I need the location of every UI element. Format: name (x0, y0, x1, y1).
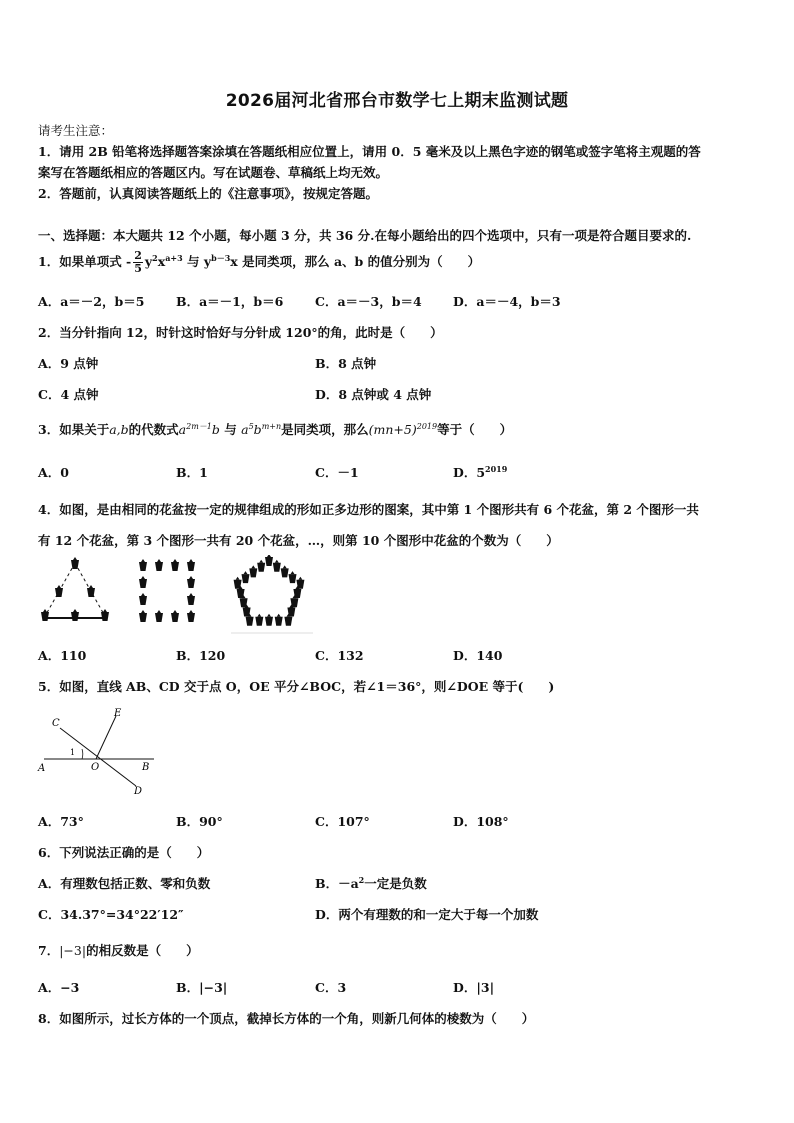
label-a: A (38, 763, 46, 774)
q4-option-d[interactable]: D．140 (453, 648, 503, 663)
q1-suffix: x 是同类项，那么 a、b 的值分别为（ ） (230, 254, 481, 269)
question-5: 5．如图，直线 AB、CD 交于点 O，OE 平分∠BOC，若∠1＝36°，则∠DOE 等于( ) (38, 679, 555, 694)
label-b: B (142, 762, 150, 773)
label-d: D (134, 786, 143, 797)
q1-sup-2: a+3 (165, 252, 183, 263)
q6-option-b-pre: B．－a (315, 876, 359, 891)
q1-option-b[interactable]: B．a＝－1，b＝6 (176, 294, 284, 309)
label-o: O (91, 762, 100, 773)
notice-item-2: 2．答题前，认真阅读答题纸上的《注意事项》，按规定答题。 (38, 186, 378, 201)
q3-text-5: 等于（ ） (437, 422, 513, 437)
q6-option-b-post: 一定是负数 (364, 876, 427, 891)
q6-option-b[interactable] (315, 874, 427, 892)
label-angle-1: 1 (70, 748, 76, 757)
q7-text: 的相反数是（ ） (86, 943, 199, 958)
figure-1-triangle (41, 557, 109, 621)
q2-option-c[interactable]: C．4 点钟 (38, 387, 99, 402)
q7-option-a[interactable]: A．−3 (38, 980, 80, 995)
q3-text-3: 与 (224, 422, 237, 437)
exam-title: 2026届河北省邢台市数学七上期末监测试题 (225, 91, 569, 111)
q2-option-a[interactable]: A．9 点钟 (38, 356, 99, 371)
intersecting-lines-figure (36, 704, 160, 800)
question-6: 6．下列说法正确的是（ ） (38, 845, 210, 860)
figure-2-square (139, 559, 195, 622)
q2-option-d[interactable]: D．8 点钟或 4 点钟 (315, 387, 432, 402)
q3-option-c[interactable]: C．－1 (315, 465, 359, 480)
q3-text-2: 的代数式 (128, 422, 179, 437)
q1-sup-1: 2 (152, 252, 158, 263)
q4-option-b[interactable]: B．120 (176, 648, 226, 663)
q1-frac-num: 2 (134, 249, 142, 262)
q3-option-d-sup: 2019 (485, 463, 508, 474)
label-c: C (52, 718, 60, 729)
question-1 (38, 250, 480, 275)
q3-text-1: 3．如果关于 (38, 422, 110, 437)
question-8: 8．如图所示，过长方体的一个顶点，截掉长方体的一个角，则新几何体的棱数为（ ） (38, 1011, 535, 1026)
question-3 (38, 420, 512, 438)
notice-item-1-line-1: 1．请用 2B 铅笔将选择题答案涂填在答题纸相应位置上，请用 0．5 毫米及以上黑色字迹的钢笔或签字笔将主观题的答 (38, 144, 701, 159)
q3-option-a[interactable]: A．0 (38, 465, 69, 480)
q3-expression: (mn+5) (368, 422, 417, 437)
q6-option-a[interactable]: A．有理数包括正数、零和负数 (38, 876, 211, 891)
section-1-heading: 一、选择题：本大题共 12 个小题，每小题 3 分，共 36 分.在每小题给出的四个选项中，只有一项是符合题目要求的. (38, 228, 692, 243)
q5-option-c[interactable]: C．107° (315, 814, 370, 829)
q3-vars: a,b (109, 422, 129, 437)
q7-option-d[interactable]: D．|3| (453, 980, 495, 995)
q5-option-a[interactable]: A．73° (38, 814, 84, 829)
q3-term-2-a: a (241, 422, 249, 437)
q7-option-c[interactable]: C．3 (315, 980, 347, 995)
q1-frac-den: 5 (134, 262, 142, 275)
q1-fraction (133, 250, 143, 275)
q4-option-a[interactable]: A．110 (38, 648, 87, 663)
q6-option-d[interactable]: D．两个有理数的和一定大于每一个加数 (315, 907, 539, 922)
q1-var-x: x (157, 254, 166, 269)
q3-expression-sup: 2019 (416, 421, 438, 431)
q7-option-b[interactable]: B．|−3| (176, 980, 228, 995)
q1-option-c[interactable]: C．a＝－3，b＝4 (315, 294, 422, 309)
q1-prefix: 1．如果单项式 - (38, 254, 132, 269)
q3-option-d[interactable] (453, 463, 507, 481)
q3-option-b[interactable]: B．1 (176, 465, 208, 480)
q1-option-a[interactable]: A．a＝－2，b＝5 (38, 294, 145, 309)
q4-option-c[interactable]: C．132 (315, 648, 364, 663)
q3-term-1-sup: 2m－1 (186, 421, 212, 431)
figure-3-pentagon (234, 555, 305, 626)
q1-mid: 与 y (182, 254, 212, 269)
q3-term-2-sup-a: 5 (248, 421, 254, 431)
q7-number: 7． (38, 943, 60, 958)
q1-sup-3: b－3 (211, 252, 231, 263)
q5-option-b[interactable]: B．90° (176, 814, 223, 829)
question-4-line-2: 有 12 个花盆，第 3 个图形一共有 20 个花盆，…，则第 10 个图形中花盆的个数为（ ） (38, 533, 559, 548)
q6-option-c[interactable]: C．34.37°=34°22′12″ (38, 907, 184, 922)
q3-term-2-sup-b: m+n (261, 421, 282, 431)
q5-option-d[interactable]: D．108° (453, 814, 509, 829)
q7-abs-value: |−3| (59, 943, 87, 958)
q3-option-d-base: D．5 (453, 465, 486, 480)
q3-term-2-b: b (253, 422, 262, 437)
notice-heading: 请考生注意： (38, 123, 114, 138)
flowerpot-pattern-figure (38, 555, 313, 635)
q2-option-b[interactable]: B．8 点钟 (315, 356, 377, 371)
q1-var-y: y (144, 254, 153, 269)
notice-item-1-line-2: 案写在答题纸相应的答题区内。写在试题卷、草稿纸上均无效。 (38, 165, 389, 180)
q3-term-1-a: a (178, 422, 187, 437)
label-e: E (114, 708, 122, 719)
q6-option-b-sup: 2 (358, 874, 365, 885)
q1-option-d[interactable]: D．a＝－4，b＝3 (453, 294, 561, 309)
question-7 (38, 941, 199, 959)
question-2: 2．当分针指向 12，时针这时恰好与分针成 120°的角，此时是（ ） (38, 325, 443, 340)
q3-text-4: 是同类项，那么 (281, 422, 369, 437)
q3-term-1-b: b (211, 422, 220, 437)
question-4-line-1: 4．如图，是由相同的花盆按一定的规律组成的形如正多边形的图案，其中第 1 个图形共有 6 个花盆，第 2 个图形一共 (38, 502, 699, 517)
